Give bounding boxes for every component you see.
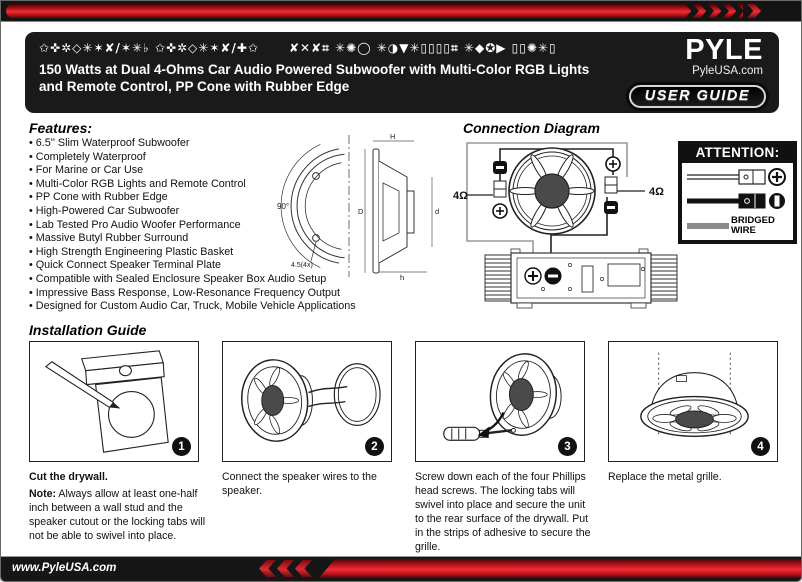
left-terminal xyxy=(493,161,507,218)
step2-caption: Connect the speaker wires to the speaker. xyxy=(222,471,377,497)
bridged-wire-label: BRIDGED WIRE xyxy=(731,215,775,236)
feature-item: • For Marine or Car Use xyxy=(29,164,381,178)
dim-h-label: h xyxy=(400,273,405,281)
install-step-panel xyxy=(29,341,199,462)
fuse-holder xyxy=(582,266,593,292)
mounting-hole xyxy=(313,173,320,180)
step-number-badge: 1 xyxy=(172,437,191,456)
dim-d-label: d xyxy=(435,207,440,216)
mounting-hole xyxy=(313,235,320,242)
top-red-stripe xyxy=(6,4,743,18)
step1-caption-title: Cut the drywall. xyxy=(29,471,108,483)
install-step-panel xyxy=(222,341,392,462)
product-title xyxy=(39,62,614,96)
attention-box xyxy=(678,141,797,244)
installation-heading: Installation Guide xyxy=(29,322,147,338)
feature-item: • Compatible with Sealed Enclosure Speaker Box Audio Setup xyxy=(29,273,381,287)
hole-size-label: 4.5(4x) xyxy=(291,262,313,269)
step4-caption: Replace the metal grille. xyxy=(608,471,722,483)
impedance-left-label: 4Ω xyxy=(453,190,468,202)
dim-H-label: H xyxy=(390,132,396,141)
feature-item: • 6.5'' Slim Waterproof Subwoofer xyxy=(29,137,381,151)
step-number-badge: 2 xyxy=(365,437,384,456)
amplifier xyxy=(485,249,677,308)
right-terminal xyxy=(604,157,620,214)
note-text: Always allow at least one-half inch between a wall stud and the speaker cutout or the locking tabs will not be able to swivel into place. xyxy=(29,487,206,542)
feature-item: • Designed for Custom Audio Car, Truck, Mobile Vehicle Applications xyxy=(29,300,381,314)
dim-D-label: D xyxy=(358,207,364,216)
step-number-badge: 4 xyxy=(751,437,770,456)
step1-caption xyxy=(29,471,207,544)
bridged-wire-icon xyxy=(687,221,731,231)
woofer-cone xyxy=(535,174,569,208)
feature-item: • Completely Waterproof xyxy=(29,151,381,165)
step-number-badge: 3 xyxy=(558,437,577,456)
positive-wire-icon xyxy=(687,167,787,189)
feature-item: • Impressive Bass Response, Low-Resonance Frequency Output xyxy=(29,287,381,301)
model-number-symbols xyxy=(39,41,557,56)
negative-wire-row xyxy=(687,190,788,214)
feature-item: • Lab Tested Pro Audio Woofer Performance xyxy=(29,219,381,233)
pyle-logo: PYLE xyxy=(685,34,763,66)
feature-item: • High-Powered Car Subwoofer xyxy=(29,205,381,219)
brand-block xyxy=(685,34,763,77)
chevron-left-icon xyxy=(295,560,312,577)
header-band xyxy=(25,32,779,113)
chevron-right-icon xyxy=(747,4,761,18)
user-guide-badge: USER GUIDE xyxy=(629,85,766,108)
brand-website: PyleUSA.com xyxy=(692,64,763,77)
angle-label: 90° xyxy=(277,202,290,211)
feature-item: • High Strength Engineering Plastic Basket xyxy=(29,246,381,260)
note-label: Note: xyxy=(29,487,57,500)
footer-url: www.PyleUSA.com xyxy=(12,562,117,574)
negative-wire-icon xyxy=(687,191,787,213)
install-step-panel xyxy=(415,341,585,462)
install-step-panel xyxy=(608,341,778,462)
feature-item: • Massive Butyl Rubber Surround xyxy=(29,232,381,246)
top-decorative-bar xyxy=(1,1,801,22)
bottom-red-stripe xyxy=(319,559,801,578)
feature-item: • PP Cone with Rubber Edge xyxy=(29,191,381,205)
product-title-line2: and Remote Control, PP Cone with Rubber Edge xyxy=(39,78,350,94)
subwoofer-front-view xyxy=(509,148,595,234)
bridged-wire-row xyxy=(687,214,788,238)
feature-item: • Quick Connect Speaker Terminal Plate xyxy=(29,259,381,273)
amp-control-panel xyxy=(608,264,640,286)
impedance-right-label: 4Ω xyxy=(649,186,664,198)
attention-heading: ATTENTION: xyxy=(682,145,793,163)
dimension-drawing xyxy=(269,131,461,281)
feature-item: • Multi-Color RGB Lights and Remote Control xyxy=(29,178,381,192)
model-symbols-left: ✩✜✲◇✳✶✘/✶✳♭ ✩✜✲◇✳✶✘/✚✩ xyxy=(39,41,259,55)
connection-heading: Connection Diagram xyxy=(463,120,600,136)
positive-wire-row xyxy=(687,166,788,190)
chevron-left-icon xyxy=(277,560,294,577)
step3-caption: Screw down each of the four Phillips head screws. The locking tabs will swivel into place and secure the unit to the rear surface of the drywall. Put in the strips of adhesive to secure the grille. xyxy=(415,471,591,553)
model-symbols-right: ✘✕✘⌗ ✳✺◯ ✳◑▼✳▯▯▯▯⌗ ✳◆✪▶ ▯▯✺✳▯ xyxy=(288,41,557,55)
features-heading: Features: xyxy=(29,120,93,136)
connection-diagram xyxy=(453,133,701,317)
product-title-line1: 150 Watts at Dual 4-Ohms Car Audio Powered Subwoofer with Multi-Color RGB Lights xyxy=(39,62,590,77)
chevron-left-icon xyxy=(259,560,276,577)
bottom-bar xyxy=(1,556,801,581)
